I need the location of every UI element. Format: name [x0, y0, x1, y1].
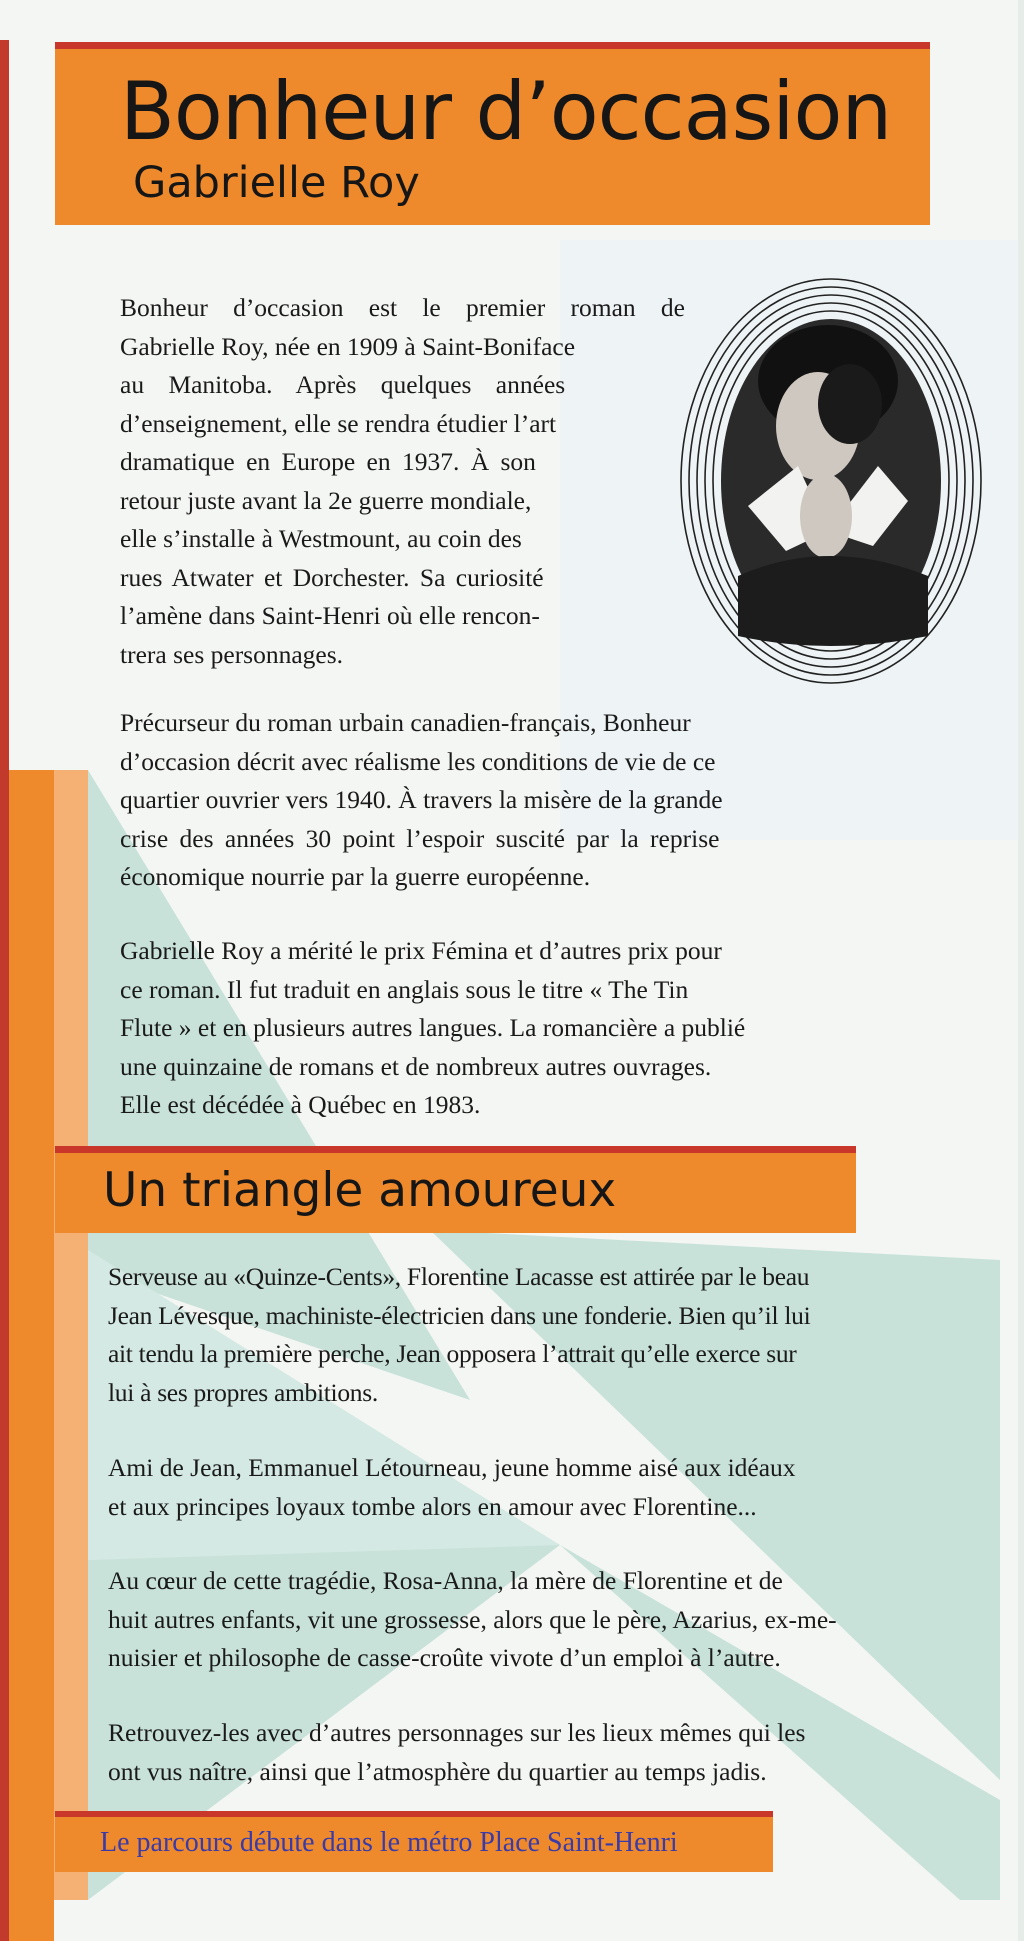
- text-line: huit autres enfants, vit une grossesse, alors que le père, Azarius, ex-me-: [108, 1604, 837, 1634]
- text-line: l’amène dans Saint-Henri où elle rencon-: [120, 601, 540, 630]
- story-paragraph-2: [108, 1449, 938, 1526]
- title-banner: [55, 42, 930, 225]
- text-line: elle s’installe à Westmount, au coin des: [120, 524, 522, 553]
- text-line: Serveuse au «Quinze-Cents», Florentine Lacasse est attirée par le beau: [108, 1262, 810, 1291]
- story-paragraph-1: [108, 1258, 938, 1412]
- text-line: d’enseignement, elle se rendra étudier l’art: [120, 408, 557, 438]
- page-title: Bonheur d’occasion: [120, 65, 892, 158]
- author-portrait: [678, 276, 984, 686]
- author-name: Gabrielle Roy: [133, 158, 420, 208]
- text-line: Retrouvez-les avec d’autres personnages sur les lieux mêmes qui les: [108, 1718, 806, 1747]
- text-line: au Manitoba. Après quelques années: [120, 370, 566, 399]
- text-line: Ami de Jean, Emmanuel Létourneau, jeune homme aisé aux idéaux: [108, 1453, 796, 1482]
- text-line: crise des années 30 point l’espoir suscité par la reprise: [120, 823, 720, 853]
- intro-paragraph-1: [120, 289, 685, 674]
- text-line: dramatique en Europe en 1937. À son: [120, 447, 536, 476]
- intro-paragraph-3: [120, 932, 840, 1125]
- text-line: ait tendu la première perche, Jean opposera l’attrait qu’elle exerce sur: [108, 1339, 797, 1368]
- story-paragraph-3: [108, 1562, 938, 1678]
- text-line: lui à ses propres ambitions.: [108, 1377, 378, 1407]
- text-line: Précurseur du roman urbain canadien-français, Bonheur: [120, 708, 691, 737]
- text-line: Gabrielle Roy a mérité le prix Fémina et d’autres prix pour: [120, 936, 722, 965]
- text-line: quartier ouvrier vers 1940. À travers la misère de la grande: [120, 785, 723, 814]
- text-line: Elle est décédée à Québec en 1983.: [120, 1090, 481, 1119]
- text-line: trera ses personnages.: [120, 639, 344, 669]
- section-banner: [55, 1146, 856, 1233]
- text-line: Jean Lévesque, machiniste-électricien dans une fonderie. Bien qu’il lui: [108, 1300, 811, 1330]
- story-paragraph-4: [108, 1714, 938, 1791]
- footer-banner: [55, 1811, 773, 1872]
- text-line: Au cœur de cette tragédie, Rosa-Anna, la mère de Florentine et de: [108, 1566, 783, 1595]
- intro-paragraph-2: [120, 704, 840, 897]
- section-title: Un triangle amoureux: [103, 1163, 617, 1218]
- text-line: Bonheur d’occasion est le premier roman de: [120, 293, 685, 322]
- text-line: et aux principes loyaux tombe alors en amour avec Florentine...: [108, 1491, 757, 1521]
- right-page-edge: [1018, 0, 1024, 1941]
- text-line: économique nourrie par la guerre européenne.: [120, 862, 591, 891]
- footer-text: Le parcours débute dans le métro Place Saint-Henri: [100, 1827, 678, 1858]
- left-red-edge: [0, 40, 9, 1941]
- text-line: ont vus naître, ainsi que l’atmosphère du quartier au temps jadis.: [108, 1756, 767, 1786]
- text-line: Flute » et en plusieurs autres langues. La romancière a publié: [120, 1013, 746, 1042]
- text-line: d’occasion décrit avec réalisme les conditions de vie de ce: [120, 746, 716, 776]
- text-line: nuisier et philosophe de casse-croûte vivote d’un emploi à l’autre.: [108, 1643, 781, 1672]
- text-line: une quinzaine de romans et de nombreux autres ouvrages.: [120, 1051, 712, 1081]
- text-line: Gabrielle Roy, née en 1909 à Saint-Boniface: [120, 331, 576, 361]
- text-line: retour juste avant la 2e guerre mondiale,: [120, 485, 532, 515]
- text-line: rues Atwater et Dorchester. Sa curiosité: [120, 562, 544, 592]
- text-line: ce roman. Il fut traduit en anglais sous le titre « The Tin: [120, 974, 689, 1004]
